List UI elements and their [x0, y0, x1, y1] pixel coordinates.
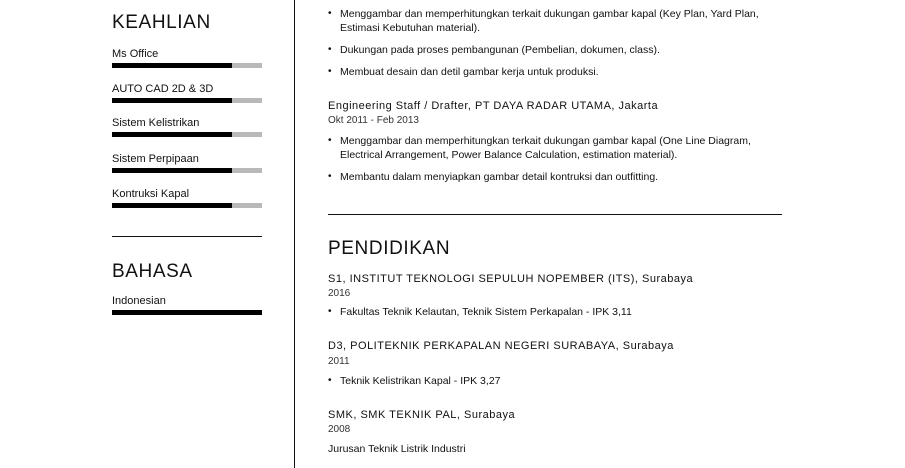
job-bullet: • Membuat desain dan detil gambar kerja untuk produksi.: [328, 65, 782, 79]
education-year: 2008: [328, 424, 351, 435]
job-bullet: • Menggambar dan memperhitungkan terkait dukungan gambar kapal (Key Plan, Yard Plan, Estimasi Kebutuhan material).: [328, 7, 782, 35]
job-bullets: [328, 134, 782, 184]
language-item: [112, 294, 262, 315]
education-title: S1, INSTITUT TEKNOLOGI SEPULUH NOPEMBER (ITS), Surabaya: [328, 273, 694, 285]
skill-level-fill: [112, 203, 232, 208]
job-bullet: • Menggambar dan memperhitungkan terkait dukungan gambar kapal (One Line Diagram, Electrical Arrangement, Power Balance Calculation, estimation material).: [328, 134, 782, 162]
skill-level-bar: [112, 132, 262, 137]
skill-level-bar: [112, 203, 262, 208]
education-detail: • Fakultas Teknik Kelautan, Teknik Sistem Perkapalan - IPK 3,11: [328, 305, 782, 319]
education-detail: Jurusan Teknik Listrik Industri: [328, 443, 466, 455]
skill-level-fill: [112, 132, 232, 137]
education-title: SMK, SMK TEKNIK PAL, Surabaya: [328, 409, 516, 421]
languages-heading: BAHASA: [112, 261, 193, 282]
language-label: Indonesian: [112, 295, 166, 307]
skill-label: Kontruksi Kapal: [112, 188, 190, 200]
skill-level-fill: [112, 63, 232, 68]
language-level-bar: [112, 310, 262, 315]
job-date: Okt 2011 - Feb 2013: [328, 115, 419, 126]
education-year: 2011: [328, 356, 350, 367]
education-detail: • Teknik Kelistrikan Kapal - IPK 3,27: [328, 374, 782, 388]
job-bullets: [328, 7, 782, 79]
language-level-fill: [112, 310, 262, 315]
job-bullet: • Dukungan pada proses pembangunan (Pembelian, dokumen, class).: [328, 43, 782, 57]
skill-label: Sistem Perpipaan: [112, 153, 199, 165]
education-title: D3, POLITEKNIK PERKAPALAN NEGERI SURABAYA, Surabaya: [328, 340, 674, 352]
education-year: 2016: [328, 288, 351, 299]
skill-level-bar: [112, 168, 262, 173]
skill-item: [112, 187, 262, 208]
education-heading: PENDIDIKAN: [328, 238, 451, 259]
education-details: [328, 374, 782, 388]
job-title: Engineering Staff / Drafter, PT DAYA RADAR UTAMA, Jakarta: [328, 100, 659, 112]
column-divider: [294, 0, 295, 468]
skills-heading: KEAHLIAN: [112, 12, 211, 33]
skill-label: Ms Office: [112, 48, 159, 60]
section-divider: [328, 214, 782, 215]
skill-level-fill: [112, 168, 232, 173]
sidebar-divider: [112, 236, 262, 237]
job-bullet: • Membantu dalam menyiapkan gambar detail kontruksi dan outfitting.: [328, 170, 782, 184]
skill-level-bar: [112, 63, 262, 68]
skill-item: [112, 152, 262, 173]
skill-item: [112, 82, 262, 103]
skill-item: [112, 47, 262, 68]
skill-label: Sistem Kelistrikan: [112, 117, 200, 129]
skill-label: AUTO CAD 2D & 3D: [112, 83, 214, 95]
skill-level-fill: [112, 98, 232, 103]
skill-level-bar: [112, 98, 262, 103]
education-details: [328, 305, 782, 319]
skill-item: [112, 116, 262, 137]
